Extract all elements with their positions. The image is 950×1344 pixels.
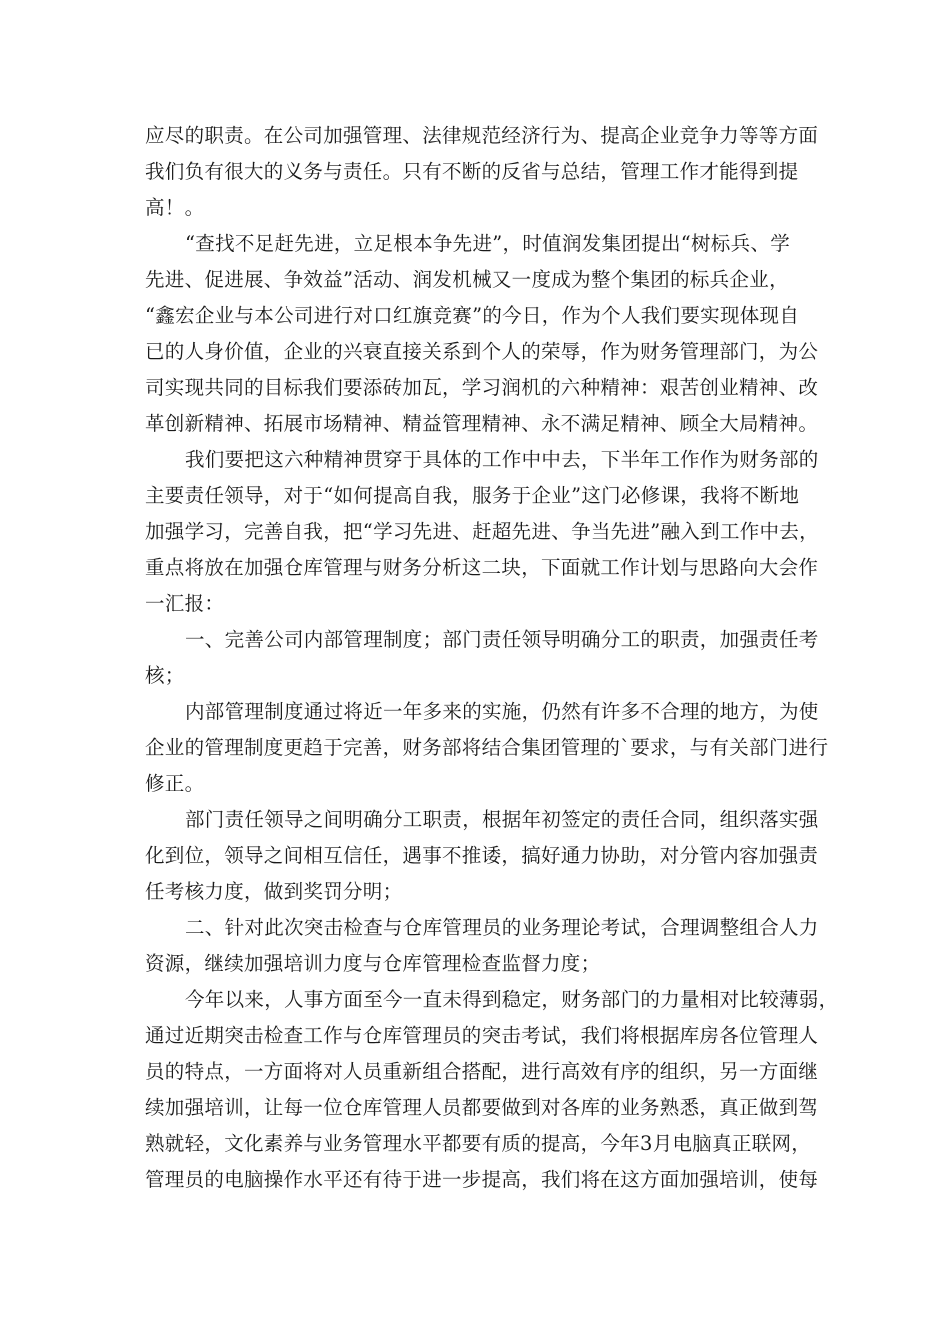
text-line: 主要责任领导，对于“如何提高自我，服务于企业”这门必修课，我将不断地: [145, 484, 800, 507]
text-line: 员的特点，一方面将对人员重新组合搭配，进行高效有序的组织，另一方面继: [145, 1060, 819, 1083]
text-line: 加强学习，完善自我，把“学习先进、赶超先进、争当先进”融入到工作中去，: [145, 520, 819, 543]
text-line: 熟就轻，文化素养与业务管理水平都要有质的提高，今年3月电脑真正联网，: [145, 1132, 812, 1155]
text-line: 一汇报：: [145, 592, 225, 615]
text-line: 高！。: [145, 196, 205, 219]
text-line: 续加强培训，让每一位仓库管理人员都要做到对各库的业务熟悉，真正做到驾: [145, 1096, 819, 1119]
text-line: 修正。: [145, 772, 205, 795]
text-line: 企业的管理制度更趋于完善，财务部将结合集团管理的`要求，与有关部门进行: [145, 736, 829, 759]
text-line: 革创新精神、拓展市场精神、精益管理精神、永不满足精神、顾全大局精神。: [145, 412, 819, 435]
text-line: 我们负有很大的义务与责任。只有不断的反省与总结，管理工作才能得到提: [145, 160, 799, 183]
text-line: 重点将放在加强仓库管理与财务分析这二块，下面就工作计划与思路向大会作: [145, 556, 819, 579]
text-line: 管理员的电脑操作水平还有待于进一步提高，我们将在这方面加强培训，使每: [145, 1168, 819, 1191]
paragraph-start: 内部管理制度通过将近一年多来的实施，仍然有许多不合理的地方，为使: [185, 700, 819, 723]
paragraph-start: 我们要把这六种精神贯穿于具体的工作中中去，下半年工作作为财务部的: [185, 448, 819, 471]
text-line: 先进、促进展、争效益”活动、润发机械又一度成为整个集团的标兵企业，: [145, 268, 789, 291]
text-line: 已的人身价值，企业的兴衰直接关系到个人的荣辱，作为财务管理部门，为公: [145, 340, 819, 363]
text-line: 任考核力度，做到奖罚分明；: [145, 880, 403, 903]
text-line: 司实现共同的目标我们要添砖加瓦，学习润机的六种精神：艰苦创业精神、改: [145, 376, 819, 399]
section-heading-1: 一、完善公司内部管理制度；部门责任领导明确分工的职责，加强责任考: [185, 628, 819, 651]
text-line: 应尽的职责。在公司加强管理、法律规范经济行为、提高企业竞争力等等方面: [145, 124, 819, 147]
text-line: 核；: [145, 664, 185, 687]
text-line: 通过近期突击检查工作与仓库管理员的突击考试，我们将根据库房各位管理人: [145, 1024, 819, 1047]
text-line: “鑫宏企业与本公司进行对口红旗竞赛”的今日，作为个人我们要实现体现自: [145, 304, 800, 327]
paragraph-start: 今年以来，人事方面至今一直未得到稳定，财务部门的力量相对比较薄弱，: [185, 988, 839, 1011]
section-heading-2: 二、针对此次突击检查与仓库管理员的业务理论考试，合理调整组合人力: [185, 916, 819, 939]
paragraph-start: “查找不足赶先进，立足根本争先进”，时值润发集团提出“树标兵、学: [185, 232, 791, 255]
text-line: 化到位，领导之间相互信任，遇事不推诿，搞好通力协助，对分管内容加强责: [145, 844, 819, 867]
text-line: 资源，继续加强培训力度与仓库管理检查监督力度；: [145, 952, 601, 975]
paragraph-start: 部门责任领导之间明确分工职责，根据年初签定的责任合同，组织落实强: [185, 808, 819, 831]
